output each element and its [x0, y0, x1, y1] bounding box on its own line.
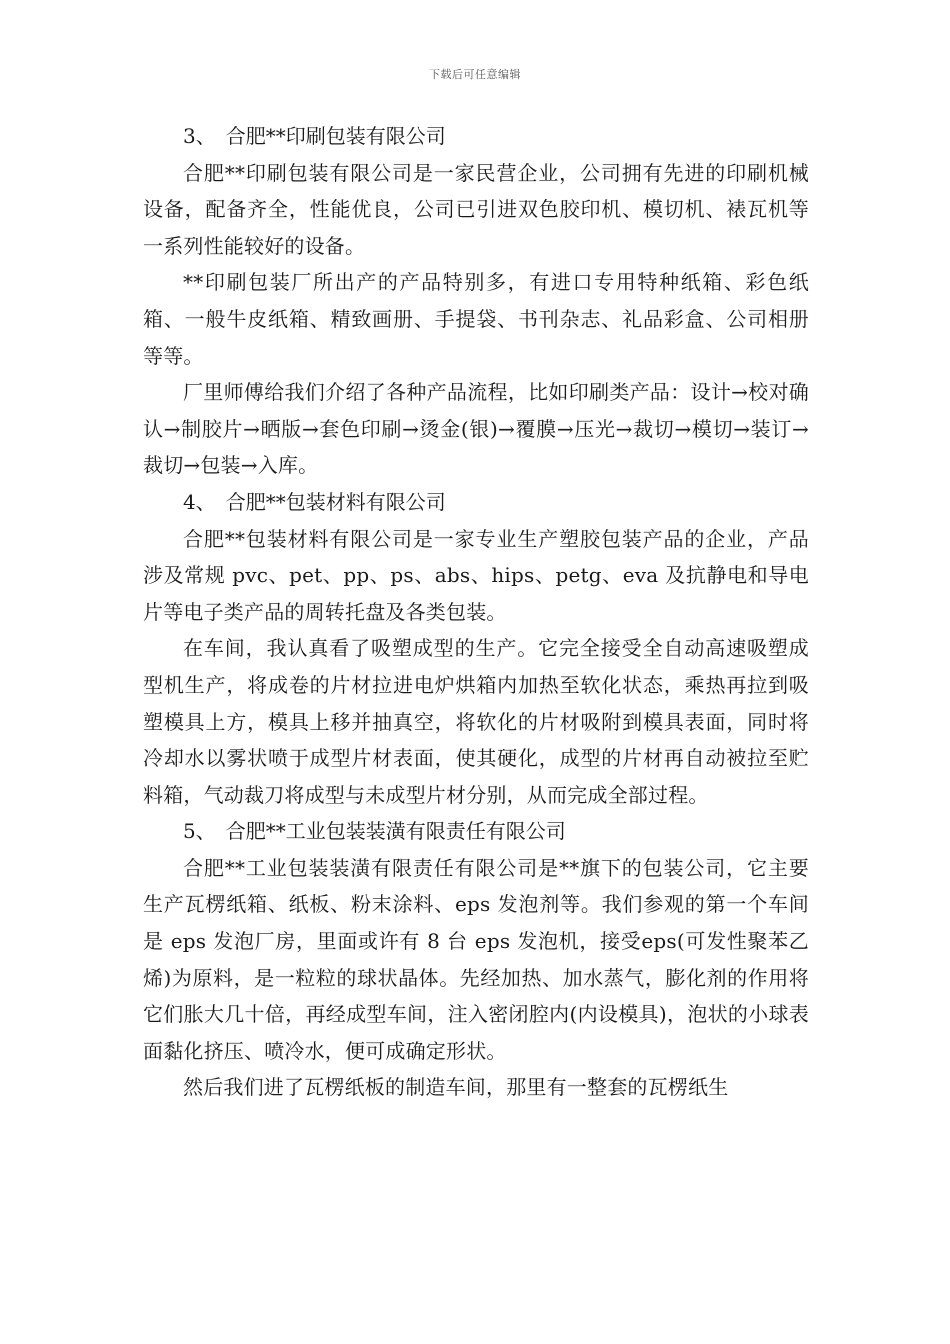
paragraph: 厂里师傅给我们介绍了各种产品流程，比如印刷类产品：设计→校对确认→制胶片→晒版→套色印刷→烫金(银)→覆膜→压光→裁切→模切→装订→裁切→包装→入库。 [143, 380, 809, 478]
section-heading-5 [143, 813, 809, 850]
section-heading-3 [143, 118, 809, 155]
section-heading-4 [143, 484, 809, 521]
document-body [143, 118, 809, 1106]
paragraph: 然后我们进了瓦楞纸板的制造车间，那里有一整套的瓦楞纸生 [183, 1075, 729, 1100]
paragraph: 合肥**工业包装装潢有限责任有限公司是**旗下的包装公司，它主要生产瓦楞纸箱、纸板、粉末涂料、eps 发泡剂等。我们参观的第一个车间是 eps 发泡厂房，里面或许有 8 台 eps 发泡机，接受eps(可发性聚苯乙烯)为原料，是一粒粒的球状晶体。先经加热、加水蒸气，膨化剂的作用将它们胀大几十倍，再经成型车间，注入密闭腔内(内设模具)，泡状的小球表面黏化挤压、喷冷水，便可成确定形状。 [143, 855, 809, 1063]
section-title: 合肥**工业包装装潢有限责任有限公司 [225, 819, 566, 844]
section-title: 合肥**包装材料有限公司 [225, 489, 446, 514]
paragraph: 在车间，我认真看了吸塑成型的生产。它完全接受全自动高速吸塑成型机生产，将成卷的片材拉进电炉烘箱内加热至软化状态，乘热再拉到吸塑模具上方，模具上移并抽真空，将软化的片材吸附到模具表面，同时将冷却水以雾状喷于成型片材表面，使其硬化，成型的片材再自动被拉至贮料箱，气动裁刀将成型与未成型片材分别，从而完成全部过程。 [143, 636, 809, 807]
section-number: 5、 [183, 819, 216, 844]
section-title: 合肥**印刷包装有限公司 [225, 124, 446, 148]
section-number: 3、 [183, 124, 216, 148]
paragraph: 合肥**印刷包装有限公司是一家民营企业，公司拥有先进的印刷机械设备，配备齐全，性能优良，公司已引进双色胶印机、模切机、裱瓦机等一系列性能较好的设备。 [143, 160, 809, 258]
paragraph: 合肥**包装材料有限公司是一家专业生产塑胶包装产品的企业，产品涉及常规 pvc、pet、pp、ps、abs、hips、petg、eva 及抗静电和导电片等电子类产品的周转托盘及各类包装。 [143, 526, 809, 624]
page-header: 下载后可任意编辑 [429, 68, 521, 81]
section-number: 4、 [183, 489, 216, 514]
paragraph: **印刷包装厂所出产的产品特别多，有进口专用特种纸箱、彩色纸箱、一般牛皮纸箱、精致画册、手提袋、书刊杂志、礼品彩盒、公司相册等等。 [143, 270, 809, 368]
